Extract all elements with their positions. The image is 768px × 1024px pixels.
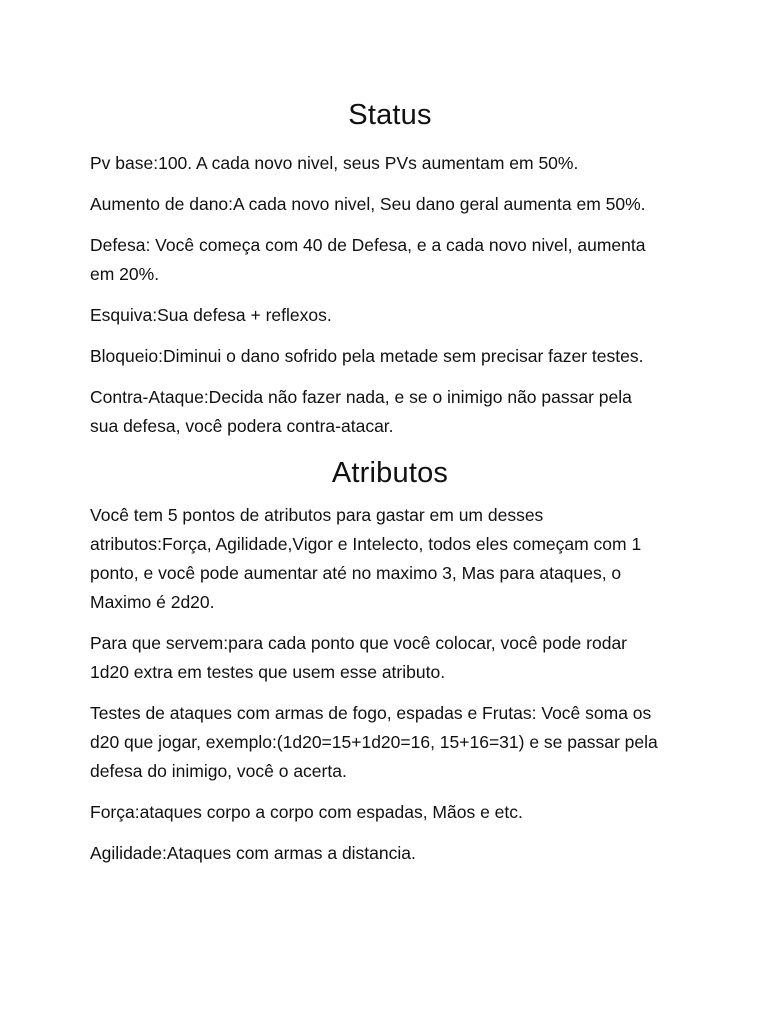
atributos-pontos: Você tem 5 pontos de atributos para gastar em um desses atributos:Força, Agilidade,Vigor e Intelecto, todos eles começam com 1 ponto, e você pode aumentar até no maximo 3, Mas para ataques, o Maximo é 2d20. — [90, 505, 642, 612]
status-defesa: Defesa: Você começa com 40 de Defesa, e a cada novo nivel, aumenta em 20%. — [90, 235, 646, 284]
status-esquiva: Esquiva:Sua defesa + reflexos. — [90, 305, 332, 325]
status-aumento-dano: Aumento de dano:A cada novo nivel, Seu dano geral aumenta em 50%. — [90, 194, 646, 214]
atributos-testes-ataques: Testes de ataques com armas de fogo, espadas e Frutas: Você soma os d20 que jogar, exemplo:(1d20=15+1d20=16, 15+16=31) e se passar pela defesa do inimigo, você o acerta. — [90, 703, 658, 781]
status-heading: Status — [348, 99, 432, 131]
atributos-section — [90, 455, 690, 868]
atributos-agilidade: Agilidade:Ataques com armas a distancia. — [90, 843, 416, 863]
status-contra-ataque: Contra-Ataque:Decida não fazer nada, e se o inimigo não passar pela sua defesa, você podera contra-atacar. — [90, 387, 632, 436]
status-section — [90, 97, 690, 441]
status-pv-base: Pv base:100. A cada novo nivel, seus PVs aumentam em 50%. — [90, 153, 579, 173]
document-page — [90, 0, 690, 880]
status-bloqueio: Bloqueio:Diminui o dano sofrido pela metade sem precisar fazer testes. — [90, 346, 644, 366]
atributos-para-que-servem: Para que servem:para cada ponto que você colocar, você pode rodar 1d20 extra em testes que usem esse atributo. — [90, 633, 628, 682]
atributos-heading: Atributos — [331, 457, 449, 489]
atributos-forca: Força:ataques corpo a corpo com espadas, Mãos e etc. — [90, 802, 523, 822]
